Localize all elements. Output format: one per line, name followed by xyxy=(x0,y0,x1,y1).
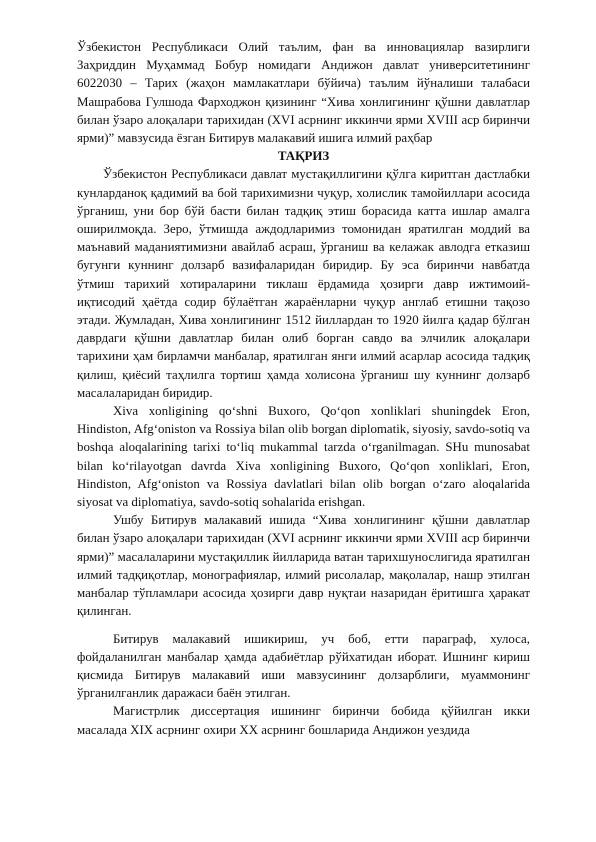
document-heading: ТАҚРИЗ xyxy=(277,149,330,164)
body-paragraph-1: Ўзбекистон Республикаси давлат мустақиллигини қўлга киритган дастлабки кунларданоқ қадимий ва бой тарихимизни чуқур, холислик тамойиллари асосида ўрганиш, уни бор бўй басти билан тадқиқ этиш борасида катта ишлар амалга оширилмоқда. Зеро, ўтмишда аждодларимиз томонидан яратилган моддий ва маънавий маданиятимизни авайлаб асраш, ўрганиш ва келажак авлодга етказиш бугунги куннинг долзарб вазифаларидан биридир. Бу эса биринчи навбатда ўтмиш тарихий хотираларини тиклаш ёрдамида ҳозирги давр ижтимоий-иқтисодий ҳаётда содир бўлаётган жараёнларни чуқур англаб етишни тақозо этади. Жумладан, Хива хонлигининг 1512 йиллардан то 1920 йилга қадар бўлган даврдаги қўшни давлатлар билан олиб борган савдо ва элчилик алоқалари тарихини ҳам бирламчи манбалар, яратилган янги илмий асарлар асосида тадқиқ қилиш, қиёсий таҳлилга тортиш ҳамда холисона ўрганиш шу куннинг долзарб масалаларидан биридир. xyxy=(77,167,530,400)
document-page xyxy=(77,38,530,739)
body-paragraph-4: Битирув малакавий ишикириш, уч боб, етти параграф, хулоса, фойдаланилган манбалар ҳамда адабиётлар рўйхатидан иборат. Ишнинг кириш қисмида Битирув малакавий иши мавзусининг долзарблиги, муаммонинг ўрганилганлик даражаси баён этилган. xyxy=(77,631,530,701)
body-paragraph-5: Магистрлик диссертация ишининг биринчи бобида қўйилган икки масалада XIX асрнинг охири XX асрнинг бошларида Андижон уездида xyxy=(77,704,530,737)
body-paragraph-2: Xiva xonligining qo‘shni Buxoro, Qo‘qon xonliklari shuningdek Eron, Hindiston, Afg‘oniston va Rossiya bilan olib borgan diplomatik, siyosiy, savdo-sotiq va boshqa aloqalarining tarixi to‘liq mukammal tarzda o‘rganilmagan. SHu munosabat bilan ko‘rilayotgan davrda Xiva xonligining Buxoro, Qo‘qon xonliklari, Eron, Hindiston, Afg‘oniston va Rossiya davlatlari bilan olib borgan o‘zaro aloqalarida siyosat va diplomatiya, savdo-sotiq sohalarida erishgan. xyxy=(77,404,530,510)
body-paragraph-3: Ушбу Битирув малакавий ишида “Хива хонлигининг қўшни давлатлар билан ўзаро алоқалари тарихидан (XVI асрнинг иккинчи ярми XVIII аср биринчи ярми)” масалаларини мустақиллик йилларида ватан тарихшунослигида яратилган илмий тадқиқотлар, монографиялар, илмий рисолалар, мақолалар, нашр этилган манбалар тўпламлари асосида ҳозирги давр нуқтаи назаридан ёритишга ҳаракат қилинган. xyxy=(77,513,530,619)
intro-paragraph: Ўзбекистон Республикаси Олий таълим, фан ва инновациялар вазирлиги Заҳриддин Муҳаммад Бобур номидаги Андижон давлат университетининг 6022030 – Тарих (жаҳон мамлакатлари бўйича) таълим йўналиши талабаси Машрабова Гулшода Фарходжон қизининг “Хива хонлигининг қўшни давлатлар билан ўзаро алоқалари тарихидан (XVI асрнинг иккинчи ярми XVIII аср биринчи ярми)” мавзусида ёзган Битирув малакавий ишига илмий раҳбар xyxy=(77,40,530,146)
